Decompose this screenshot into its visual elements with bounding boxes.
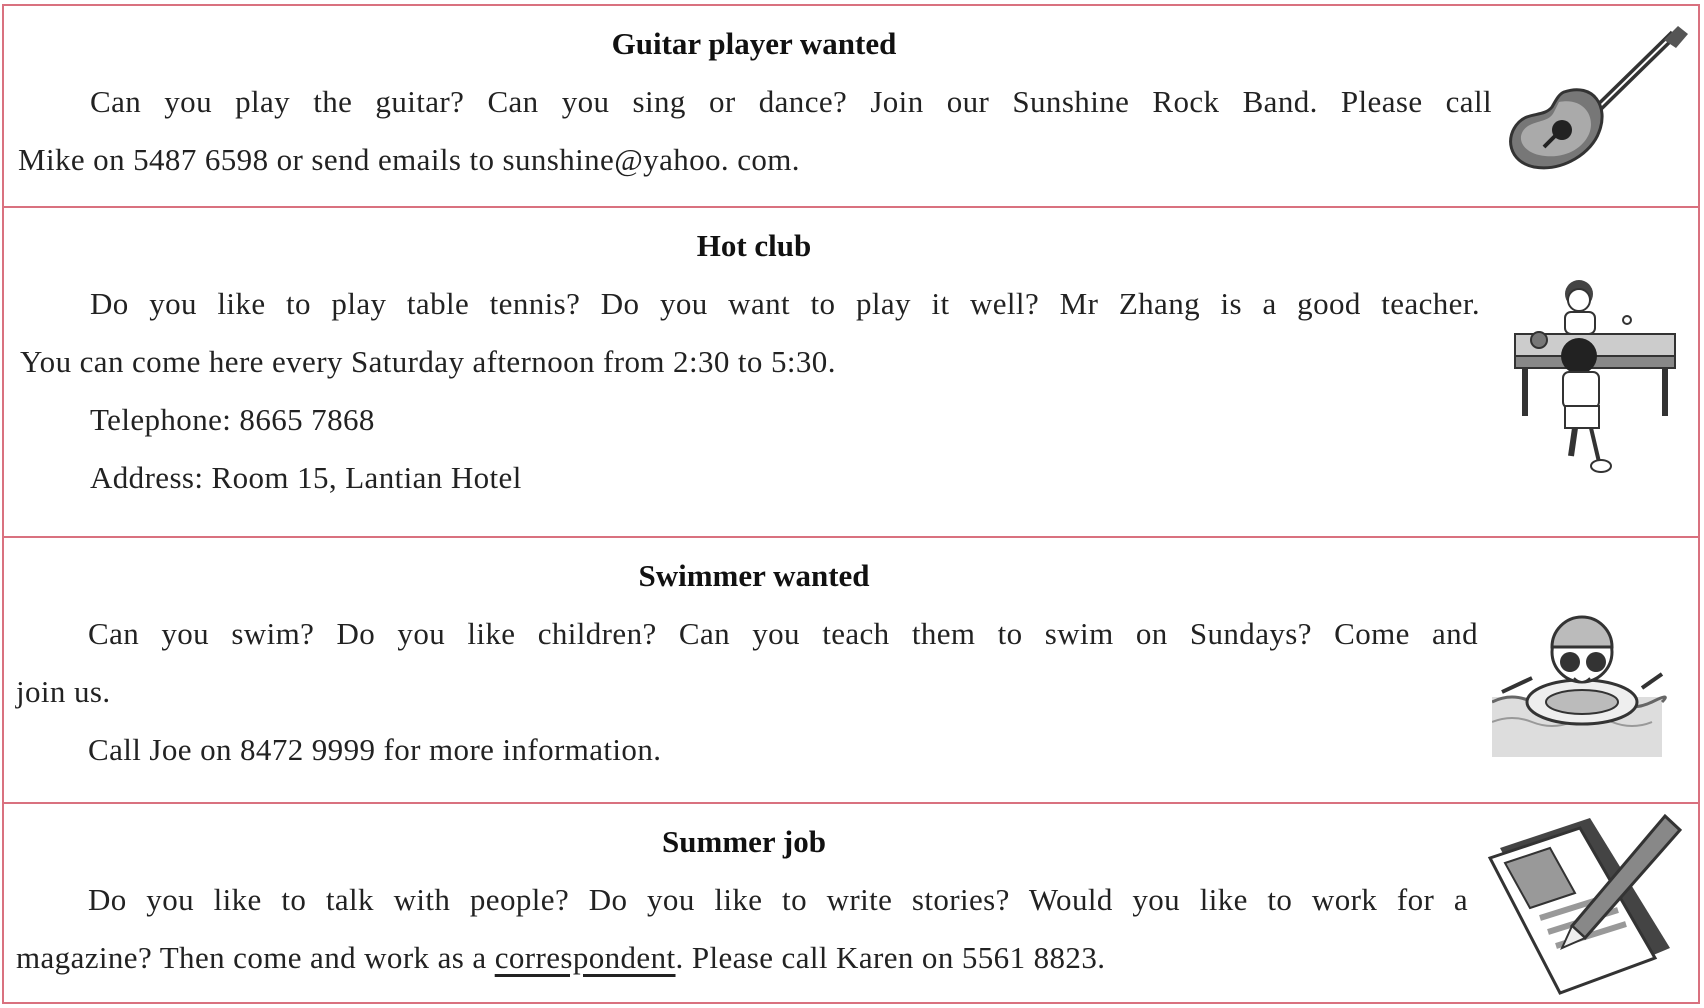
ad-text-line: You can come here every Saturday afternoon from 2:30 to 5:30. (20, 344, 836, 379)
ad-hot-club (4, 206, 1698, 536)
ad-title: Summer job (662, 824, 826, 859)
ad-text-line: Mike on 5487 6598 or send emails to sunshine@yahoo. com. (18, 142, 800, 177)
ad-guitar-player-wanted (4, 6, 1698, 206)
ad-text-segment: . Please call Karen on 5561 8823. (675, 940, 1106, 975)
ad-text-line: Do you like to talk with people? Do you like to write stories? Would you like to work for a (88, 882, 1468, 917)
ad-title: Swimmer wanted (638, 558, 870, 593)
ad-text-line: Address: Room 15, Lantian Hotel (90, 460, 522, 495)
ad-text-line: Can you swim? Do you like children? Can you teach them to swim on Sundays? Come and (88, 616, 1478, 651)
ad-text-line (16, 940, 1105, 976)
guitar-icon (1504, 22, 1694, 182)
ad-title: Hot club (696, 228, 812, 263)
ad-text-line: Call Joe on 8472 9999 for more information. (88, 732, 662, 767)
ad-text-line: Do you like to play table tennis? Do you want to play it well? Mr Zhang is a good teacher. (90, 286, 1480, 321)
ad-text-line: Telephone: 8665 7868 (90, 402, 375, 437)
ad-text-line: Can you play the guitar? Can you sing or dance? Join our Sunshine Rock Band. Please call (90, 84, 1492, 119)
ad-summer-job (4, 802, 1698, 1006)
pen-and-paper-icon (1480, 808, 1690, 998)
notice-board (2, 4, 1700, 1004)
swimmer-icon (1492, 602, 1667, 762)
underlined-word-correspondent: correspondent (494, 940, 676, 975)
ad-text-segment: magazine? Then come and work as a (16, 940, 487, 975)
table-tennis-icon (1509, 276, 1689, 476)
ad-title: Guitar player wanted (611, 26, 897, 61)
ad-swimmer-wanted (4, 536, 1698, 802)
ad-text-line: join us. (16, 674, 111, 709)
